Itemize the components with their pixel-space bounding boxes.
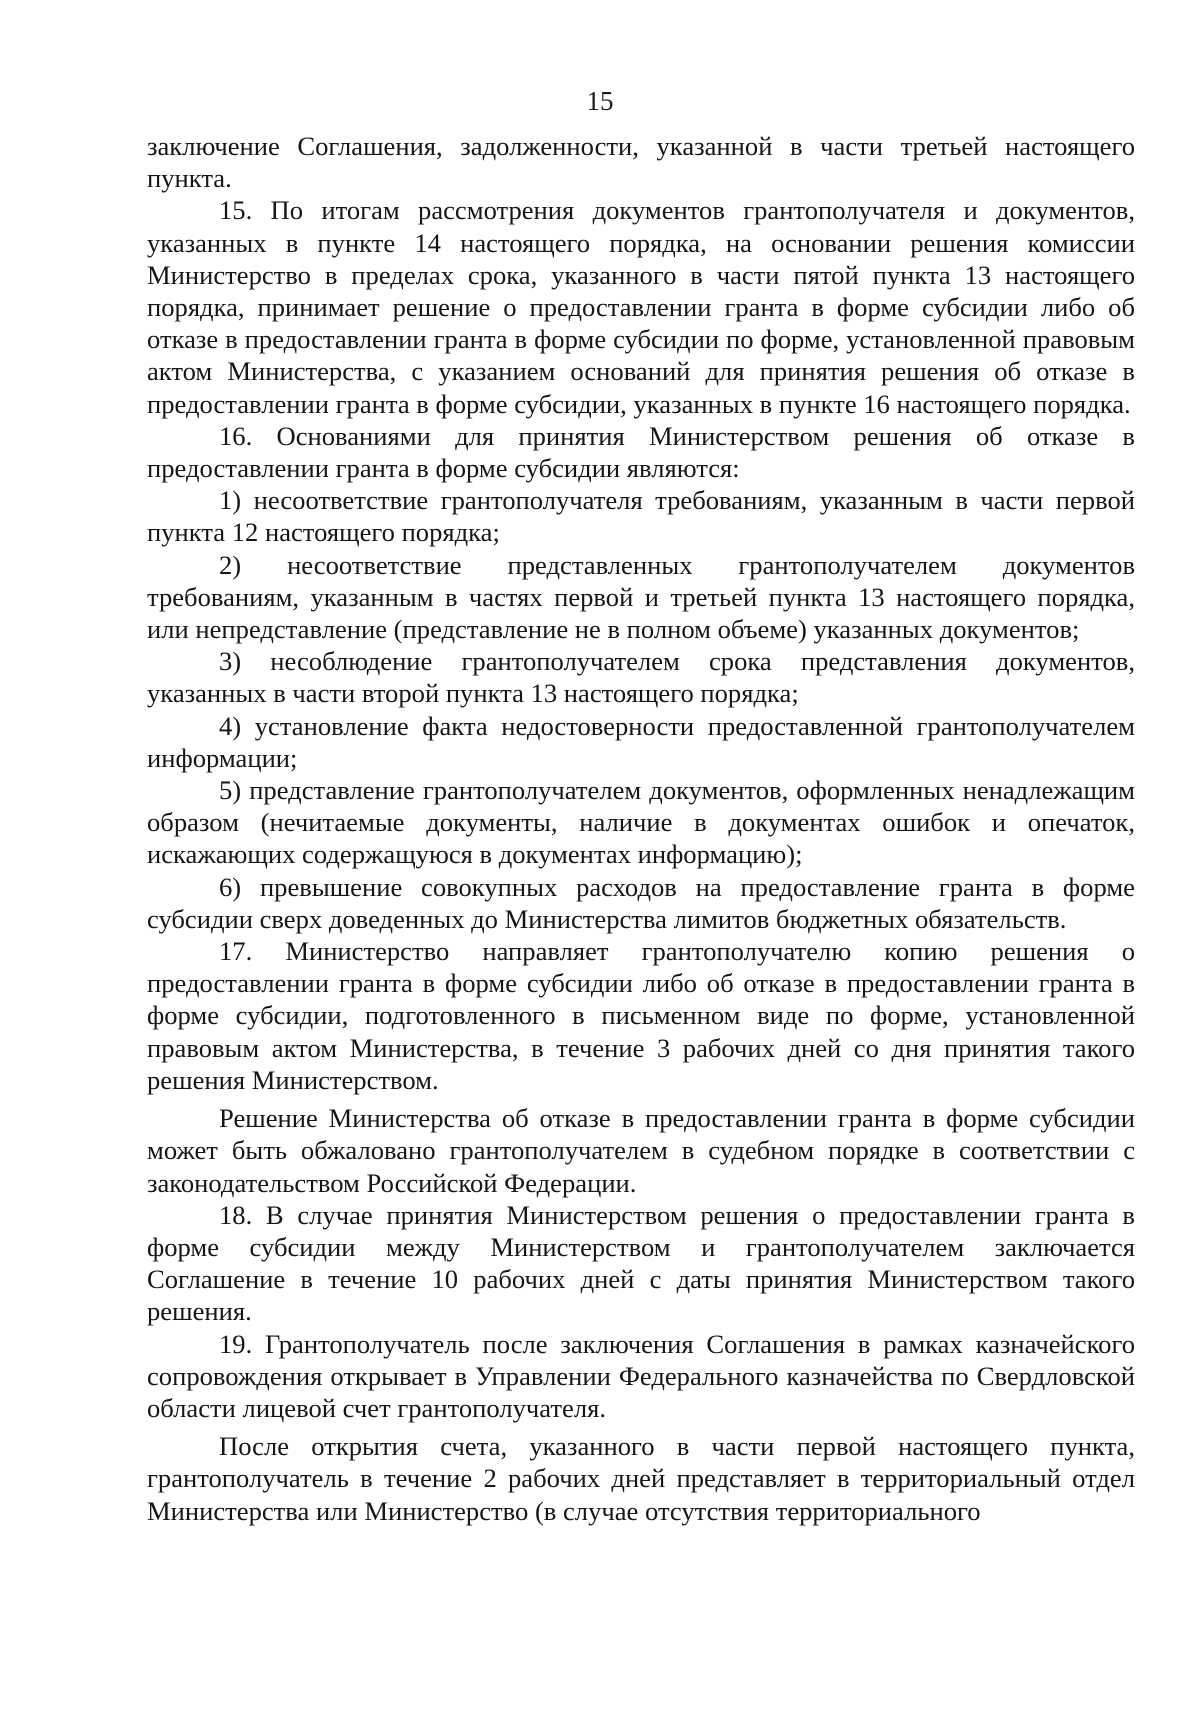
- page-number: 15: [586, 86, 614, 116]
- paragraph-clause-17-appeal: Решение Министерства об отказе в предоставлении гранта в форме субсидии может быть обжаловано грантополучателем в судебном порядке в соответствии с законодательством Российской Федерации.: [147, 1103, 1135, 1198]
- paragraph-clause-19-account: После открытия счета, указанного в части первой настоящего пункта, грантополучатель в течение 2 рабочих дней представляет в территориальный отдел Министерства или Министерство (в случае отсутствия территориального: [147, 1431, 1135, 1526]
- list-item-4: 4) установление факта недостоверности предоставленной грантополучателем информации;: [147, 710, 1135, 773]
- document-body: [147, 130, 1135, 1527]
- paragraph-clause-16: 16. Основаниями для принятия Министерством решения об отказе в предоставлении гранта в форме субсидии являются:: [147, 420, 1135, 484]
- paragraph-continuation: заключение Соглашения, задолженности, указанной в части третьей настоящего пункта.: [147, 131, 1135, 194]
- list-item-3: 3) несоблюдение грантополучателем срока представления документов, указанных в части второй пункта 13 настоящего порядка;: [147, 646, 1135, 709]
- paragraph-clause-19: 19. Грантополучатель после заключения Соглашения в рамках казначейского сопровождения открывает в Управлении Федерального казначейства по Свердловской области лицевой счет грантополучателя.: [147, 1328, 1135, 1423]
- paragraph-clause-17: 17. Министерство направляет грантополучателю копию решения о предоставлении гранта в форме субсидии либо об отказе в предоставлении гранта в форме субсидии, подготовленного в письменном виде по форме, установленной правовым актом Министерства, в течение 3 рабочих дней со дня принятия такого решения Министерством.: [147, 936, 1135, 1095]
- list-item-1: 1) несоответствие грантополучателя требованиям, указанным в части первой пункта 12 настоящего порядка;: [147, 485, 1135, 548]
- list-item-6: 6) превышение совокупных расходов на предоставление гранта в форме субсидии сверх доведенных до Министерства лимитов бюджетных обязательств.: [147, 871, 1135, 934]
- list-item-5: 5) представление грантополучателем документов, оформленных ненадлежащим образом (нечитаемые документы, наличие в документах ошибок и опечаток, искажающих содержащуюся в документах информацию);: [147, 775, 1135, 870]
- paragraph-clause-15: 15. По итогам рассмотрения документов грантополучателя и документов, указанных в пункте 14 настоящего порядка, на основании решения комиссии Министерство в пределах срока, указанного в части пятой пункта 13 настоящего порядка, принимает решение о предоставлении гранта в форме субсидии либо об отказе в предоставлении гранта в форме субсидии по форме, установленной правовым актом Министерства, с указанием оснований для принятия решения об отказе в предоставлении гранта в форме субсидии, указанных в пункте 16 настоящего порядка.: [147, 195, 1135, 419]
- list-item-2: 2) несоответствие представленных грантополучателем документов требованиям, указанным в частях первой и третьей пункта 13 настоящего порядка, или непредставление (представление не в полном объеме) указанных документов;: [147, 549, 1135, 645]
- paragraph-clause-18: 18. В случае принятия Министерством решения о предоставлении гранта в форме субсидии между Министерством и грантополучателем заключается Соглашение в течение 10 рабочих дней с даты принятия Министерством такого решения.: [147, 1199, 1135, 1327]
